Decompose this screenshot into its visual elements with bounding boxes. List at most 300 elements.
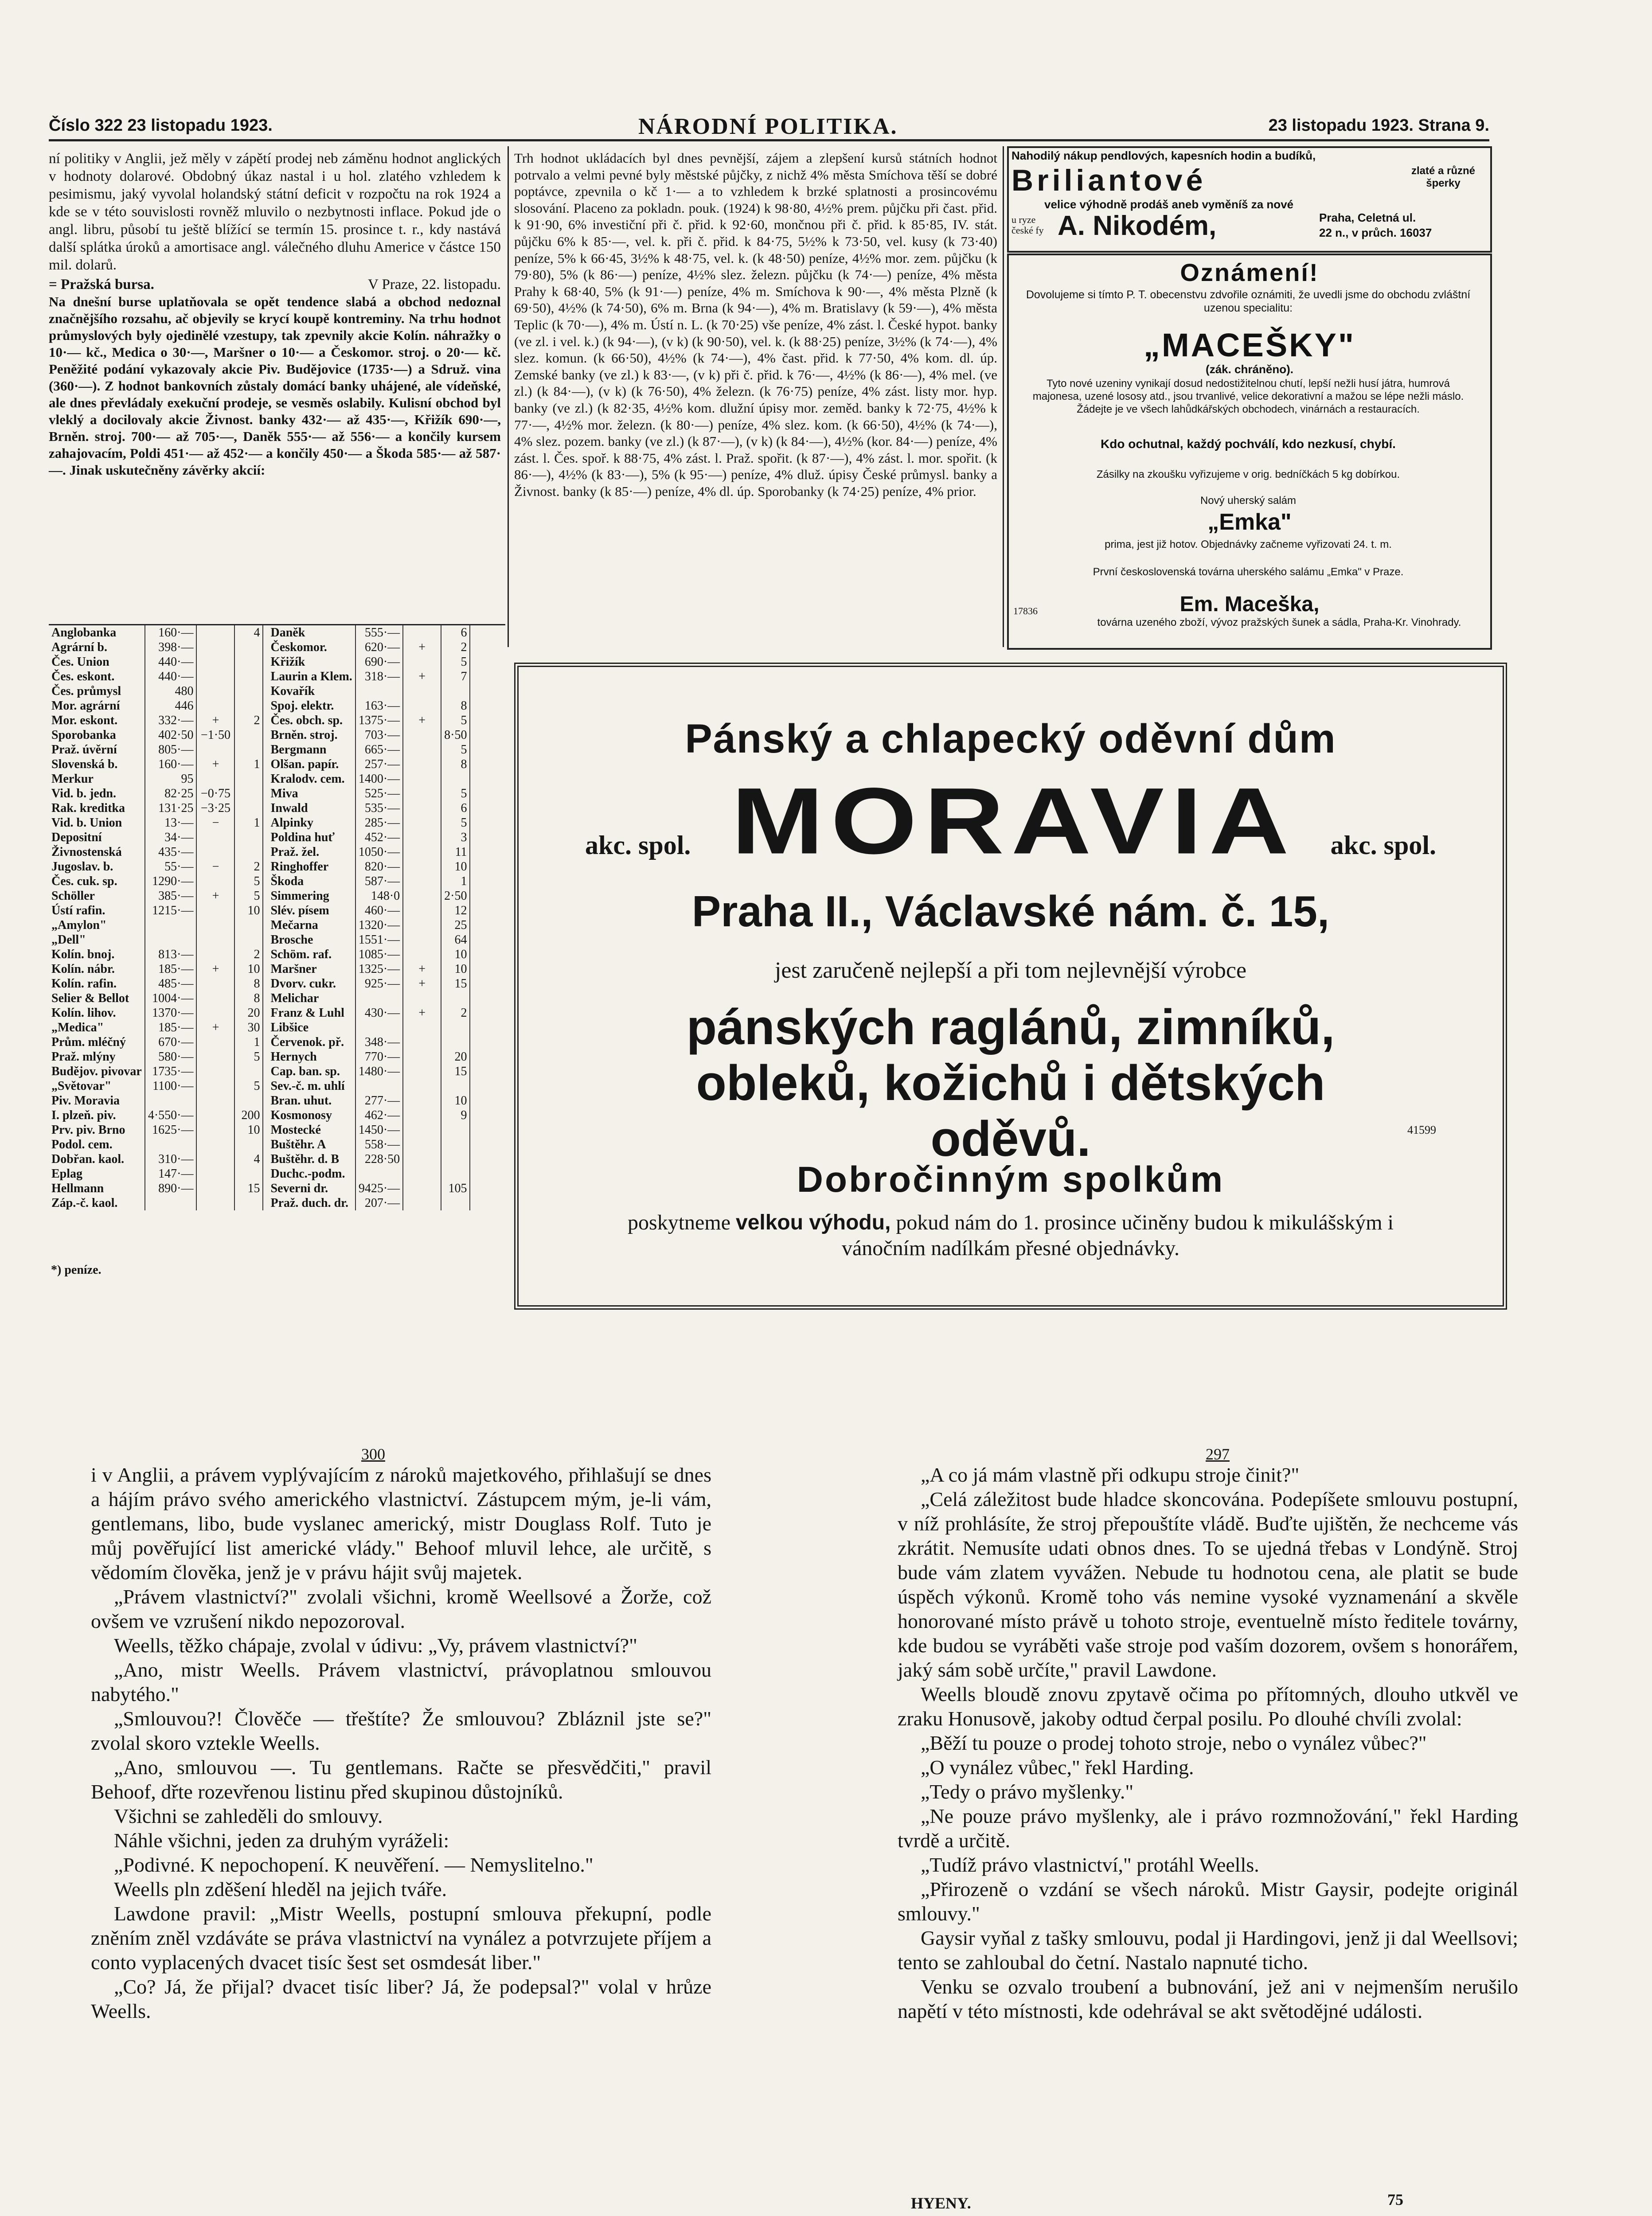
ad-moravia-product-line: oděvů. xyxy=(930,1111,1091,1167)
stock-change: 8 xyxy=(234,976,263,991)
stock-row xyxy=(49,991,263,1006)
stock-change-sign: + xyxy=(403,976,441,991)
stock-row xyxy=(268,1035,470,1049)
stock-name: Praž. mlýny xyxy=(49,1049,145,1064)
stock-name: Buštěhr. d. B xyxy=(268,1152,355,1167)
stock-change: 105 xyxy=(441,1181,470,1196)
stock-price: 257·— xyxy=(355,757,403,772)
stock-change-sign: + xyxy=(196,757,234,772)
stock-row xyxy=(268,1123,470,1137)
stock-price: 95 xyxy=(145,772,197,786)
stock-row xyxy=(268,801,470,815)
market-column xyxy=(514,150,997,499)
stock-price xyxy=(355,1020,403,1035)
story-paragraph: Náhle všichni, jeden za druhým vyráželi: xyxy=(114,1829,449,1852)
stock-change-sign xyxy=(196,1167,234,1181)
stock-price: 185·— xyxy=(145,1020,197,1035)
ad-moravia-claim: jest zaručeně nejlepší a při tom nejlevnější výrobce xyxy=(774,958,1247,983)
ad-maceska-text6: prima, jest již hotov. Objednávky začneme vyřizovati 24. t. m. xyxy=(1105,538,1392,550)
stock-change-sign xyxy=(196,947,234,962)
stock-name: Hernych xyxy=(268,1049,355,1064)
stock-change-sign xyxy=(403,1152,441,1167)
stock-price: 440·— xyxy=(145,669,197,684)
bursa-heading: = Pražská bursa. xyxy=(49,277,154,293)
stock-row xyxy=(49,830,263,845)
stock-change: 2·50 xyxy=(441,889,470,903)
stock-row xyxy=(49,801,263,815)
stock-row xyxy=(49,640,263,655)
story-paragraph: „Ano, smlouvou —. Tu gentlemans. Račte se přesvědčiti," pravil Behoof, dřte rozevřenou listinu před skupinou důstojníků. xyxy=(91,1756,711,1803)
stock-change: 2 xyxy=(234,713,263,728)
stock-price: 690·— xyxy=(355,655,403,669)
stock-change: 5 xyxy=(234,874,263,889)
stock-change-sign xyxy=(196,1137,234,1152)
ad-moravia-brand: MORAVIA xyxy=(731,768,1296,874)
stock-change: 15 xyxy=(441,1064,470,1079)
stock-price: 462·— xyxy=(355,1108,403,1123)
stock-price: 147·— xyxy=(145,1167,197,1181)
stock-change-sign xyxy=(403,1123,441,1137)
stock-change-sign xyxy=(403,903,441,918)
stock-change: 5 xyxy=(234,889,263,903)
stock-row xyxy=(268,889,470,903)
stock-change-sign xyxy=(403,786,441,801)
stock-row xyxy=(268,962,470,976)
ad-moravia-note-b: velkou výhodu, xyxy=(736,1211,891,1234)
stock-change-sign xyxy=(196,903,234,918)
story-paragraph: „Smlouvou?! Člověče — třeštíte? Že smlouvou? Zbláznil jste se?" zvolal skoro vztekle Weells. xyxy=(91,1707,711,1754)
stock-name: Eplag xyxy=(49,1167,145,1181)
stock-change xyxy=(234,845,263,859)
stock-name: Cap. ban. sp. xyxy=(268,1064,355,1079)
column-rule xyxy=(508,146,509,647)
ad-maceska-brand: „MACEŠKY" xyxy=(1143,327,1356,363)
story-paragraph: „Co? Já, že přijal? dvacet tisíc liber? Já, že podepsal?" volal v hrůze Weells. xyxy=(91,1975,711,2022)
stock-name: Poldina huť xyxy=(268,830,355,845)
story-page-left: 300 xyxy=(361,1445,385,1463)
ad-maceska-text7: První československá továrna uherského salámu „Emka" v Praze. xyxy=(1093,566,1404,578)
stock-change xyxy=(234,1196,263,1210)
stock-change-sign xyxy=(196,1064,234,1079)
story-paragraph: Venku se ozvalo troubení a bubnování, jež ani v nejmenším nerušilo napětí v této místnosti, kde odehrával se akt světodějné události. xyxy=(898,1975,1518,2022)
stock-name: Buštěhr. A xyxy=(268,1137,355,1152)
stock-change-sign xyxy=(403,1079,441,1093)
stock-price: 587·— xyxy=(355,874,403,889)
stock-price: 131·25 xyxy=(145,801,197,815)
stock-price: 703·— xyxy=(355,728,403,742)
story-paragraph: „Přirozeně o vzdání se všech nároků. Mistr Gaysir, podejte originál smlouvy." xyxy=(898,1878,1518,1925)
stock-name: Praž. duch. dr. xyxy=(268,1196,355,1210)
stock-row xyxy=(49,1006,263,1020)
stock-price: 185·— xyxy=(145,962,197,976)
stock-row xyxy=(49,932,263,947)
stock-name: Prům. mléčný xyxy=(49,1035,145,1049)
stock-change-sign xyxy=(196,1049,234,1064)
stock-change: 64 xyxy=(441,932,470,947)
stock-price: 1050·— xyxy=(355,845,403,859)
stock-change-sign: + xyxy=(196,962,234,976)
stock-change-sign xyxy=(403,1167,441,1181)
stock-price: 163·— xyxy=(355,698,403,713)
stock-change: 2 xyxy=(441,1006,470,1020)
stock-name: Anglobanka xyxy=(49,625,145,640)
stock-change: 10 xyxy=(441,1093,470,1108)
stock-row xyxy=(268,669,470,684)
story-footer-page: 75 xyxy=(1387,2191,1403,2208)
stock-change-sign xyxy=(196,1093,234,1108)
ad-nikodem-line2: velice výhodně prodáš aneb vyměníš za nové xyxy=(1044,198,1294,211)
stock-change: 10 xyxy=(234,903,263,918)
ad-nikodem-name: A. Nikodém, xyxy=(1058,211,1217,241)
stock-price: 460·— xyxy=(355,903,403,918)
stock-row xyxy=(49,742,263,757)
stock-price: 805·— xyxy=(145,742,197,757)
stock-change-sign: + xyxy=(403,962,441,976)
stock-price: 535·— xyxy=(355,801,403,815)
stock-price: 55·— xyxy=(145,859,197,874)
stock-name: „Světovar" xyxy=(49,1079,145,1093)
bursa-report: Na dnešní burse uplatňovala se opět tendence slabá a obchod nedoznal značnějšího rozsahu, ač objevily se krycí koupě kontreminy. Na trhu hodnot průmyslových byly ojedinělé vzestupy, tak zpevnily akcie Kolín. náhražky o 10·— kč., Medica o 30·—, Maršner o 10·— a Českomor. stroj. o 20·— kč. Peněžité podání vykazovaly akcie Piv. Budějovice (1735·—) a Sdruž. vina (360·—). Z hodnot bankovních zůstaly domácí banky uhájené, ale vídeňské, ale dnes převládaly exekuční prodeje, se vesměs oslabily. Kulisní obchod byl vleklý a docilovaly akcie Živnost. banky 432·— až 435·—, Křižík 690·—, Brněn. stroj. 700·— až 705·—, Daněk 555·— až 556·— a končily kursem zahajovacím, Poldi 451·— až 452·— a končily 450·— a Škoda 585·— až 587·—. Jinak uskutečněny závěrky akcií: xyxy=(49,294,501,478)
stock-name: Olšan. papír. xyxy=(268,757,355,772)
stock-row xyxy=(268,1006,470,1020)
stock-change: 1 xyxy=(234,815,263,830)
stock-name: Maršner xyxy=(268,962,355,976)
stock-change xyxy=(441,991,470,1006)
story-paragraph: Gaysir vyňal z tašky smlouvu, podal ji Hardingovi, jenž ji dal Weellsovi; tento se zahloubal do četní. Nastalo napnuté ticho. xyxy=(898,1927,1518,1974)
stock-row xyxy=(268,815,470,830)
stock-change xyxy=(441,1167,470,1181)
stock-name: „Amylon" xyxy=(49,918,145,932)
stock-name: Libšice xyxy=(268,1020,355,1035)
ad-maceska-head: Oznámení! xyxy=(1180,258,1319,286)
stock-change-sign xyxy=(196,991,234,1006)
stock-change: 6 xyxy=(441,625,470,640)
stock-change-sign xyxy=(196,1079,234,1093)
stock-row xyxy=(49,947,263,962)
stock-row xyxy=(268,1064,470,1079)
stock-change-sign: + xyxy=(196,889,234,903)
stock-change-sign xyxy=(403,1064,441,1079)
stock-price: 813·— xyxy=(145,947,197,962)
stock-name: Slovenská b. xyxy=(49,757,145,772)
stock-row xyxy=(268,1049,470,1064)
stock-change xyxy=(234,669,263,684)
ad-maceska-text5: Nový uherský salám xyxy=(1200,495,1297,507)
stock-change-sign xyxy=(403,932,441,947)
stock-price xyxy=(355,991,403,1006)
stock-row xyxy=(268,903,470,918)
stock-change xyxy=(441,1035,470,1049)
ad-moravia-note xyxy=(607,1210,1414,1261)
ad-nikodem-city: Praha, Celetná ul. xyxy=(1319,211,1416,224)
story-paragraph: „Právem vlastnictví?" zvolali všichni, kromě Weellsové a Žorže, což ovšem ve vzrušení nikdo nepozoroval. xyxy=(91,1585,711,1632)
stock-change: 5 xyxy=(441,786,470,801)
stock-change-sign xyxy=(196,698,234,713)
stock-price: 148·0 xyxy=(355,889,403,903)
stock-change-sign xyxy=(196,1035,234,1049)
stock-change-sign xyxy=(196,1152,234,1167)
stock-change xyxy=(234,801,263,815)
story-paragraph: „Podivné. K nepochopení. K neuvěření. — Nemyslitelno." xyxy=(114,1853,594,1876)
stock-price xyxy=(145,918,197,932)
stock-price: 402·50 xyxy=(145,728,197,742)
stock-row xyxy=(268,1079,470,1093)
stock-price: 207·— xyxy=(355,1196,403,1210)
story-paragraph: Weells bloudě znovu zpytavě očima po přítomných, dlouho utkvěl ve zraku Honusově, jakoby odtud čerpal posilu. Po dlouhé chvíli zvolal: xyxy=(898,1683,1518,1730)
stock-change-sign xyxy=(196,669,234,684)
stock-name: Podol. cem. xyxy=(49,1137,145,1152)
stock-change: 5 xyxy=(441,815,470,830)
page-date: 23 listopadu 1923. Strana 9. xyxy=(1268,116,1489,135)
stock-price: 525·— xyxy=(355,786,403,801)
stock-name: Franz & Luhl xyxy=(268,1006,355,1020)
stock-change-sign xyxy=(196,742,234,757)
stock-name: Laurin a Klem. xyxy=(268,669,355,684)
stock-row xyxy=(49,1137,263,1152)
ad-maceska-number: 17836 xyxy=(1013,605,1038,616)
stock-name: Bergmann xyxy=(268,742,355,757)
stock-name: Alpinky xyxy=(268,815,355,830)
stock-price: 277·— xyxy=(355,1093,403,1108)
stock-row xyxy=(268,684,470,698)
stock-name: Depositní xyxy=(49,830,145,845)
stock-change-sign: −3·25 xyxy=(196,801,234,815)
story-paragraph: Weells, těžko chápaje, zvolal v údivu: „Vy, právem vlastnictví?" xyxy=(114,1634,637,1657)
stock-row xyxy=(49,845,263,859)
stock-change xyxy=(234,932,263,947)
stock-change-sign: −1·50 xyxy=(196,728,234,742)
stock-change-sign xyxy=(403,655,441,669)
stock-row xyxy=(268,830,470,845)
stock-price: 1400·— xyxy=(355,772,403,786)
bursa-heading-line xyxy=(49,276,501,293)
stock-change-sign xyxy=(403,728,441,742)
stock-price: 1004·— xyxy=(145,991,197,1006)
stock-name: Čes. obch. sp. xyxy=(268,713,355,728)
stock-name: Duchc.-podm. xyxy=(268,1167,355,1181)
stock-change-sign: − xyxy=(196,815,234,830)
stock-row xyxy=(49,918,263,932)
stock-change: 8 xyxy=(234,991,263,1006)
stock-price: 1480·— xyxy=(355,1064,403,1079)
ad-moravia-address: Praha II., Václavské nám. č. 15, xyxy=(691,887,1330,936)
stock-row xyxy=(268,1152,470,1167)
story-paragraph: „Tedy o právo myšlenky." xyxy=(921,1780,1134,1803)
stock-change: 11 xyxy=(441,845,470,859)
ad-nikodem-address: 22 n., v průch. 16037 xyxy=(1319,226,1432,239)
stock-table-left xyxy=(49,625,263,1210)
stock-name: Čes. průmysl xyxy=(49,684,145,698)
stock-name: Čes. eskont. xyxy=(49,669,145,684)
ad-nikodem-origin xyxy=(1012,215,1044,236)
stock-name: Prv. piv. Brno xyxy=(49,1123,145,1137)
stock-change: 8·50 xyxy=(441,728,470,742)
stock-change xyxy=(441,1079,470,1093)
issue-number: Číslo 322 23 listopadu 1923. xyxy=(49,116,273,135)
stock-change: 20 xyxy=(441,1049,470,1064)
stock-row xyxy=(268,1020,470,1035)
stock-name: Severni dr. xyxy=(268,1181,355,1196)
stock-row xyxy=(268,772,470,786)
stock-row xyxy=(49,859,263,874)
stock-price xyxy=(355,1079,403,1093)
ad-moravia-akc-left: akc. spol. xyxy=(585,831,691,860)
stock-change: 4 xyxy=(234,625,263,640)
stock-name: Sporobanka xyxy=(49,728,145,742)
stock-name: Sev.-č. m. uhlí xyxy=(268,1079,355,1093)
stock-row xyxy=(49,728,263,742)
stock-price: 580·— xyxy=(145,1049,197,1064)
stock-name: Čes. cuk. sp. xyxy=(49,874,145,889)
stock-price: 665·— xyxy=(355,742,403,757)
stock-tables xyxy=(49,624,505,1210)
stock-row xyxy=(268,713,470,728)
stock-price xyxy=(355,1167,403,1181)
stock-change: 1 xyxy=(441,874,470,889)
ad-maceska-firm: Em. Maceška, xyxy=(1179,593,1320,616)
stock-change-sign xyxy=(403,815,441,830)
stock-name: Praž. žel. xyxy=(268,845,355,859)
stock-change-sign xyxy=(403,801,441,815)
stock-change: 2 xyxy=(441,640,470,655)
stock-row xyxy=(268,698,470,713)
stock-name: Agrární b. xyxy=(49,640,145,655)
stock-name: Melichar xyxy=(268,991,355,1006)
ad-nikodem-line1: Nahodilý nákup pendlových, kapesních hodin a budíků, xyxy=(1012,149,1316,162)
stock-row xyxy=(49,669,263,684)
stock-change-sign xyxy=(196,684,234,698)
stock-change-sign xyxy=(196,625,234,640)
stock-change: 20 xyxy=(234,1006,263,1020)
market-report: Trh hodnot ukládacích byl dnes pevnější, zájem a zlepšení kursů státních hodnot potrvalo a velmi pevné byly městské půjčky, z nichž 4% města Smíchova těší se dobré poptávce, zpevnila o kč 1·— a to vzhledem k brzké splatnosti a prosincovému slosování. Placeno za pokladn. pouk. (1924) k 98·80, 4½% prem. půjčku při čast. přid. k 91·90, 6% investiční při č. přid. k 92·60, mončnou při č. přid. k 85·85, IV. stát. půjčku 6% k 85·—, vel. k. při č. přid. k 84·75, 5½% k 73·50, vel. kusy (k 73·40) peníze, 5% k 66·45, 3½% k 48·75, vel. k. (k 48·50) peníze, 4½% mor. zem. půjčku (k 79·80), 5% (k 86·—) peníze, 4½% slez. železn. půjčku (k 74·—) peníze, 4% města Prahy k 68·40, 5% (k 91·—) peníze, 4% m. Smíchova k 90·—, 4% města Plzně (k 69·50), 4½% (k 74·50), 6% m. Brna (k 94·—), 4% m. Bratislavy (k 59·—), 4% města Teplic (k 70·—), 4% m. Ústí n. L. (k 70·25) vše peníze, 4% zást. l. České hypot. banky (ve zl. i vel. k.) (k 94·—), (v k) (k 90·50), vel. k. (k 88·25) peníze, 3½% (k 74·—), 4% slez. komun. (k 66·50), 4½% (k 74·—), 4% čast. přid. k 77·50, 4% kom. dl. úp. Zemské banky (ve zl.) k 83·—, (v k) při č. přid. k 76·—, 4½% (k 86·—), 4% mel. (ve zl.) (k 84·—), (v k) (k 76·50), 4% železn. (k 76·75) peníze, 4% zást. listy mor. hyp. banky (ve zl.) (k 82·35, 4½% kom. dlužní úpisy mor. zeměd. banky k 72·75, 4½% k 77·—, 4½% mor. železn. (k 80·—) peníze, 4% slez. kom. (k 66·50), 4½% (k 74·—), 4% slez. pozem. banky (ve zl.) (k 87·—), (v k) (k 84·—), 4½% (kor. 84·—) peníze, 4% zást. l. Čes. spoř. k 88·75, 4% zást. l. Praž. spořit. (k 87·—), 4% zást. l. mor. spořit. (k 86·—), 4½% (k 83·—), 5% (k 95·—) peníze, 4% dluž. úpisy České průmysl. banky a Živnost. banky (k 85·—) peníze, 4% dl. úp. Sporobanky (k 74·25) peníze, 4% prior. xyxy=(514,150,997,499)
stock-price: 890·— xyxy=(145,1181,197,1196)
stock-change-sign xyxy=(196,932,234,947)
economy-column xyxy=(49,150,501,479)
stock-row xyxy=(268,1093,470,1108)
stock-change: 1 xyxy=(234,757,263,772)
stock-change: 3 xyxy=(441,830,470,845)
stock-change-sign xyxy=(403,918,441,932)
stock-name: Jugoslav. b. xyxy=(49,859,145,874)
stock-row xyxy=(49,815,263,830)
stock-price: 160·— xyxy=(145,625,197,640)
stock-change xyxy=(234,640,263,655)
stock-price: 1085·— xyxy=(355,947,403,962)
stock-change-sign: + xyxy=(196,713,234,728)
stock-change xyxy=(441,1137,470,1152)
ad-nikodem-brand: Briliantové xyxy=(1012,164,1207,197)
story-paragraph: i v Anglii, a právem vyplývajícím z nároků majetkového, přihlašují se dnes a hájím právo svého amerického vlastnictví. Zástupcem mým, je-li vám, gentlemans, libo, bude vyslanec americký, mistr Douglass Rolf. Tuto je můj pověřující list americké vlády." Behoof mluvil lehce, ale určitě, s vědomím člověka, jenž je v právu hájit svůj majetek. xyxy=(91,1463,711,1584)
stock-change-sign xyxy=(403,1049,441,1064)
stock-change-sign: + xyxy=(403,640,441,655)
ad-nikodem xyxy=(1007,146,1492,253)
stock-price: 435·— xyxy=(145,845,197,859)
stock-row xyxy=(49,1181,263,1196)
stock-price: 398·— xyxy=(145,640,197,655)
ad-moravia-akc-right: akc. spol. xyxy=(1330,831,1436,860)
stock-row xyxy=(49,1196,263,1210)
bursa-dateline: V Praze, 22. listopadu. xyxy=(367,277,501,293)
stock-change xyxy=(441,772,470,786)
stock-change xyxy=(234,918,263,932)
story-column-left xyxy=(91,1463,711,2023)
stock-change: 10 xyxy=(234,962,263,976)
stock-name: Mečarna xyxy=(268,918,355,932)
ad-nikodem-origin-b: české fy xyxy=(1012,225,1044,236)
ad-maceska-protected: (zák. chráněno). xyxy=(1206,363,1293,376)
stock-table-right xyxy=(268,625,470,1210)
stock-price: 555·— xyxy=(355,625,403,640)
stock-change: 5 xyxy=(234,1049,263,1064)
stock-name: Brosche xyxy=(268,932,355,947)
stock-row xyxy=(268,786,470,801)
stock-change: 10 xyxy=(234,1123,263,1137)
ad-moravia-product-line: obleků, kožichů i dětských xyxy=(696,1055,1325,1111)
stock-change-sign: + xyxy=(196,1020,234,1035)
stock-price: 385·— xyxy=(145,889,197,903)
stock-price: 1735·— xyxy=(145,1064,197,1079)
stock-change xyxy=(441,1123,470,1137)
stock-change: 5 xyxy=(441,742,470,757)
stock-price: 160·— xyxy=(145,757,197,772)
stock-change-sign xyxy=(403,742,441,757)
stock-change: 2 xyxy=(234,859,263,874)
ad-moravia-note-a: poskytneme xyxy=(628,1211,730,1234)
stock-change xyxy=(234,742,263,757)
stock-price: 332·— xyxy=(145,713,197,728)
stock-row xyxy=(49,874,263,889)
stock-row xyxy=(49,786,263,801)
stock-row xyxy=(268,728,470,742)
stock-change: 5 xyxy=(234,1079,263,1093)
stock-row xyxy=(268,757,470,772)
stock-price: 1551·— xyxy=(355,932,403,947)
stock-change-sign xyxy=(403,684,441,698)
stock-change-sign: + xyxy=(403,713,441,728)
stock-change-sign: −0·75 xyxy=(196,786,234,801)
stock-name: Simmering xyxy=(268,889,355,903)
stock-name: Kosmonosy xyxy=(268,1108,355,1123)
stock-change-sign xyxy=(403,1108,441,1123)
stock-name: Kolín. rafin. xyxy=(49,976,145,991)
stock-change-sign xyxy=(196,874,234,889)
stock-price: 13·— xyxy=(145,815,197,830)
stock-row xyxy=(268,991,470,1006)
stock-price: 558·— xyxy=(355,1137,403,1152)
stock-change-sign: + xyxy=(403,1006,441,1020)
story-footer-title: HYENY. xyxy=(911,2194,971,2212)
stock-price: 1625·— xyxy=(145,1123,197,1137)
story-paragraph: „Běží tu pouze o prodej tohoto stroje, nebo o vynález vůbec?" xyxy=(921,1732,1427,1754)
stock-change-sign xyxy=(196,1196,234,1210)
stock-row xyxy=(268,1196,470,1210)
stock-row xyxy=(268,640,470,655)
ad-maceska-text1: Dovolujeme si tímto P. T. obecenstvu zdvořile oznámiti, že uvedli jsme do obchodu zvláštní uzenou specialitu: xyxy=(1026,289,1471,314)
stock-change: 10 xyxy=(441,859,470,874)
stock-name: Bran. uhut. xyxy=(268,1093,355,1108)
stock-change: 15 xyxy=(441,976,470,991)
stock-name: Kovařík xyxy=(268,684,355,698)
stock-name: Daněk xyxy=(268,625,355,640)
story-paragraph: Všichni se zahleděli do smlouvy. xyxy=(114,1805,383,1827)
stock-price xyxy=(145,1196,197,1210)
stock-change xyxy=(234,684,263,698)
stock-price xyxy=(145,1137,197,1152)
stock-change-sign xyxy=(196,1108,234,1123)
stock-change-sign xyxy=(403,874,441,889)
stock-row xyxy=(49,1093,263,1108)
stock-name: Kolín. nábr. xyxy=(49,962,145,976)
